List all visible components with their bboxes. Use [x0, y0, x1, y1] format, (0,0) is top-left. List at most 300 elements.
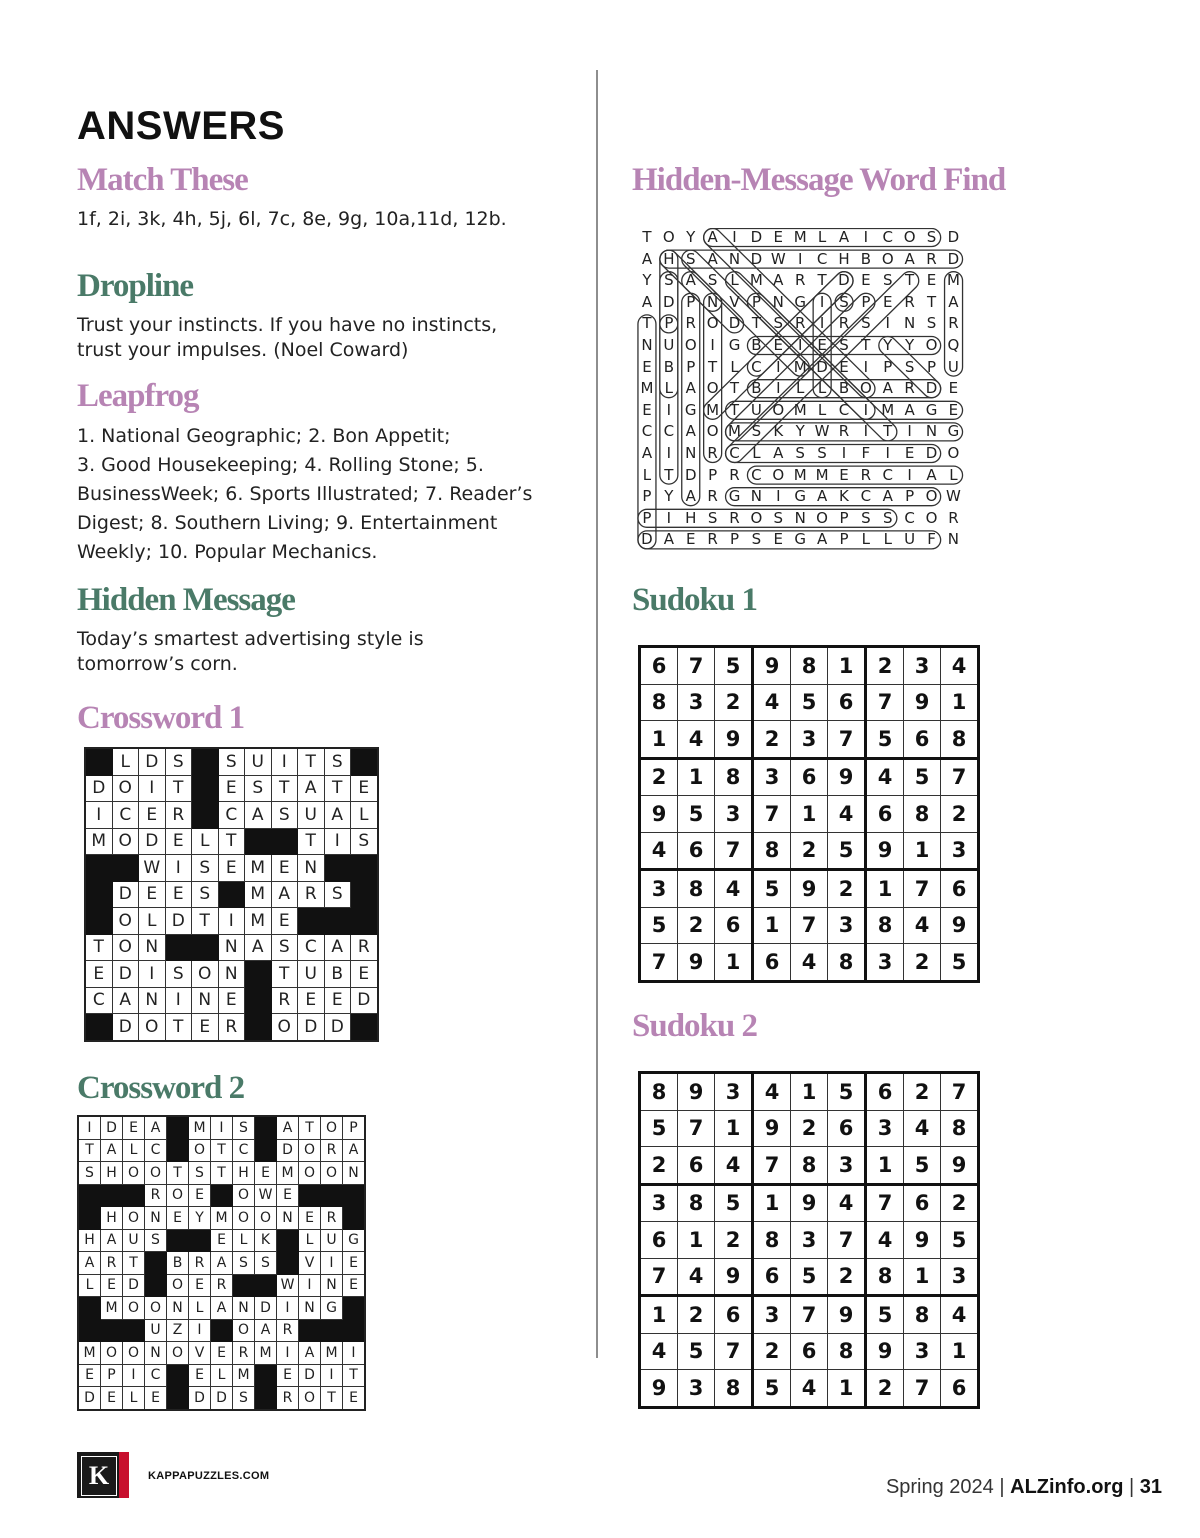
sudoku-cell: 6	[640, 1222, 678, 1259]
sudoku-cell: 5	[866, 721, 904, 759]
word-find-letter: P	[861, 292, 871, 311]
word-find-letter: Y	[642, 271, 652, 290]
word-find-letter: S	[707, 508, 718, 527]
letter-cell: M	[211, 1207, 233, 1230]
sudoku-cell: 8	[866, 1258, 904, 1296]
word-find-title: Hidden-Message Word Find	[632, 162, 1006, 198]
word-find-letter: C	[816, 249, 828, 268]
letter-cell: A	[211, 1297, 233, 1320]
letter-cell: L	[211, 1364, 233, 1387]
letter-cell: C	[233, 1139, 255, 1162]
black-square	[85, 1014, 112, 1041]
letter-cell: I	[189, 1319, 211, 1342]
crossword-row	[85, 934, 378, 961]
sudoku-cell: 6	[678, 1147, 715, 1185]
black-square	[245, 961, 272, 988]
sudoku-cell: 8	[941, 721, 979, 759]
word-find-letter: I	[776, 487, 781, 506]
word-find-letter: T	[729, 379, 740, 398]
sudoku-cell: 2	[866, 1370, 904, 1408]
letter-cell: H	[101, 1162, 123, 1185]
letter-cell: E	[78, 1364, 101, 1387]
word-find-letter: T	[751, 314, 761, 333]
word-find-letter: R	[838, 314, 850, 333]
sudoku-cell: 4	[941, 647, 979, 685]
word-find-letter: O	[706, 314, 719, 333]
word-find-letter: G	[728, 336, 741, 354]
word-find-letter: O	[706, 422, 719, 441]
letter-cell: H	[78, 1229, 101, 1252]
word-find-letter: E	[839, 465, 849, 484]
sudoku-cell: 3	[791, 1222, 828, 1259]
sudoku-cell: 1	[828, 1370, 866, 1408]
letter-cell: U	[298, 802, 325, 829]
word-find-letter: I	[819, 292, 825, 311]
letter-cell: A	[299, 1342, 321, 1365]
word-find-letter: D	[728, 314, 741, 333]
word-find-letter: E	[685, 530, 696, 549]
word-find-letter: L	[817, 379, 827, 398]
word-find-row	[636, 250, 964, 272]
sudoku-row	[640, 796, 979, 833]
letter-cell: L	[299, 1229, 321, 1252]
letter-cell: D	[139, 748, 166, 775]
letter-cell: E	[211, 1229, 233, 1252]
sudoku-cell: 3	[715, 796, 753, 833]
letter-cell: M	[85, 828, 112, 855]
word-find-letter: C	[882, 228, 893, 246]
black-square	[85, 855, 112, 882]
word-find-letter: D	[925, 379, 938, 398]
letter-cell: N	[299, 1297, 321, 1320]
letter-cell: E	[343, 1387, 366, 1410]
black-square	[192, 748, 219, 775]
letter-cell: C	[145, 1139, 167, 1162]
hidden-message-title: Hidden Message	[77, 582, 295, 618]
word-find-letter: A	[773, 271, 784, 290]
sudoku-cell: 5	[640, 907, 678, 944]
letter-cell: R	[321, 1207, 343, 1230]
sudoku-cell: 6	[640, 647, 678, 685]
sudoku-row	[640, 832, 979, 870]
word-find-letter: R	[707, 530, 718, 549]
sudoku-cell: 1	[904, 1258, 941, 1296]
letter-cell: I	[211, 1116, 233, 1139]
black-square	[145, 1252, 167, 1275]
sudoku-cell: 4	[791, 1370, 828, 1408]
word-find-letter: M	[815, 465, 829, 484]
sudoku-cell: 9	[941, 1147, 979, 1185]
letter-cell: E	[218, 855, 245, 882]
letter-cell: E	[123, 1116, 145, 1139]
word-find-letter: A	[773, 444, 784, 462]
sudoku-cell: 5	[753, 870, 791, 908]
word-find-letter: E	[839, 357, 849, 376]
letter-cell: K	[255, 1229, 277, 1252]
letter-cell: E	[271, 855, 298, 882]
letter-cell: L	[351, 802, 378, 829]
word-find-letter: R	[926, 249, 937, 268]
black-square	[233, 1274, 255, 1297]
black-square	[255, 1274, 277, 1297]
black-square	[101, 1319, 123, 1342]
sudoku-cell: 9	[753, 1110, 791, 1147]
crossword-row	[85, 775, 378, 802]
word-find-letter: S	[839, 292, 849, 311]
word-find-letter: R	[685, 314, 696, 333]
word-find-letter: E	[861, 271, 871, 290]
letter-cell: S	[324, 881, 351, 908]
black-square	[299, 1319, 321, 1342]
word-find-letter: A	[685, 271, 696, 290]
word-find-letter: A	[904, 249, 915, 268]
letter-cell: W	[139, 855, 166, 882]
sudoku-cell: 1	[828, 647, 866, 685]
black-square	[167, 1116, 189, 1139]
letter-cell: U	[321, 1229, 343, 1252]
letter-cell: P	[343, 1116, 366, 1139]
letter-cell: E	[101, 1274, 123, 1297]
letter-cell: D	[324, 1014, 351, 1041]
sudoku-cell: 5	[753, 1370, 791, 1408]
black-square	[321, 1319, 343, 1342]
letter-cell: D	[277, 1139, 299, 1162]
black-square	[271, 828, 298, 855]
sudoku-row	[640, 647, 979, 685]
word-find-letter: I	[863, 422, 869, 441]
black-square	[192, 775, 219, 802]
page-number: 31	[1139, 1476, 1162, 1498]
letter-cell: S	[192, 855, 219, 882]
letter-cell: T	[165, 775, 192, 802]
word-find-letter: L	[817, 400, 827, 419]
sudoku-cell: 7	[791, 907, 828, 944]
letter-cell: R	[165, 802, 192, 829]
sudoku-cell: 5	[828, 1073, 866, 1111]
letter-cell: S	[145, 1229, 167, 1252]
word-find-letter: R	[948, 508, 959, 527]
black-square	[192, 934, 219, 961]
word-find-letter: N	[685, 444, 697, 462]
letter-cell: S	[218, 748, 245, 775]
letter-cell: D	[112, 961, 139, 988]
crossword-row	[85, 987, 378, 1014]
letter-cell: A	[211, 1252, 233, 1275]
letter-cell: N	[233, 1297, 255, 1320]
word-find-letter: G	[794, 487, 806, 506]
sudoku-cell: 3	[753, 758, 791, 796]
word-find-letter: S	[751, 422, 762, 441]
letter-cell: N	[192, 987, 219, 1014]
footer-site: KAPPAPUZZLES.COM	[148, 1470, 270, 1482]
letter-cell: C	[85, 987, 112, 1014]
black-square	[255, 1116, 277, 1139]
letter-cell: G	[343, 1229, 366, 1252]
word-find-letter: I	[907, 422, 912, 441]
word-find-letter: I	[666, 508, 672, 527]
word-find-letter: P	[839, 508, 849, 527]
black-square	[351, 748, 378, 775]
word-find-letter: T	[883, 422, 893, 441]
letter-cell: I	[271, 748, 298, 775]
word-find-letter: M	[946, 271, 960, 290]
sudoku-2-grid	[638, 1071, 980, 1409]
letter-cell: T	[298, 748, 325, 775]
word-find-letter: P	[905, 487, 915, 506]
word-find-letter: P	[642, 508, 652, 527]
sudoku-cell: 8	[678, 1184, 715, 1222]
letter-cell: E	[189, 1184, 211, 1207]
word-find-letter: I	[776, 379, 781, 398]
letter-cell: P	[101, 1364, 123, 1387]
black-square	[192, 802, 219, 829]
word-find-letter: M	[749, 271, 763, 290]
sudoku-cell: 6	[904, 1184, 941, 1222]
sudoku-cell: 8	[753, 832, 791, 870]
sudoku-cell: 5	[791, 684, 828, 721]
sudoku-cell: 4	[828, 796, 866, 833]
sudoku-cell: 7	[941, 758, 979, 796]
word-find-letter: T	[642, 314, 652, 333]
word-find-letter: S	[839, 336, 849, 354]
word-find-letter: P	[839, 530, 849, 549]
word-find-letter: S	[817, 444, 827, 462]
black-square	[351, 1014, 378, 1041]
sudoku-row	[640, 1222, 979, 1259]
black-square	[351, 908, 378, 935]
letter-cell: A	[271, 881, 298, 908]
black-square	[277, 1252, 299, 1275]
letter-cell: L	[78, 1274, 101, 1297]
sudoku-cell: 7	[640, 1258, 678, 1296]
letter-cell: T	[192, 908, 219, 935]
word-find-letter: G	[947, 422, 960, 441]
word-find-letter: A	[904, 400, 915, 419]
word-find-letter: R	[729, 465, 740, 484]
word-find-letter: R	[794, 314, 806, 333]
sudoku-cell: 7	[715, 1333, 753, 1370]
word-find-letter: A	[641, 249, 653, 268]
letter-cell: M	[245, 908, 272, 935]
letter-cell: O	[192, 961, 219, 988]
letter-cell: S	[233, 1116, 255, 1139]
sudoku-cell: 5	[866, 1296, 904, 1334]
sudoku-cell: 9	[866, 1333, 904, 1370]
letter-cell: S	[271, 802, 298, 829]
sudoku-cell: 3	[866, 944, 904, 982]
crossword-row	[78, 1319, 365, 1342]
sudoku-cell: 6	[828, 684, 866, 721]
word-find-letter: O	[750, 508, 763, 527]
letter-cell: I	[78, 1116, 101, 1139]
word-find-letter: E	[773, 530, 784, 549]
word-find-letter: I	[863, 400, 869, 419]
sudoku-cell: 1	[866, 870, 904, 908]
letter-cell: N	[298, 855, 325, 882]
letter-cell: T	[123, 1252, 145, 1275]
letter-cell: O	[123, 1297, 145, 1320]
sudoku-cell: 7	[904, 870, 941, 908]
black-square	[324, 855, 351, 882]
sudoku-cell: 4	[828, 1184, 866, 1222]
sudoku-cell: 6	[753, 944, 791, 982]
letter-cell: I	[321, 1364, 343, 1387]
word-find-grid	[636, 228, 966, 553]
sudoku-row	[640, 1296, 979, 1334]
word-find-letter: T	[708, 357, 718, 376]
black-square	[165, 934, 192, 961]
letter-cell: S	[233, 1387, 255, 1410]
letter-cell: T	[321, 1387, 343, 1410]
letter-cell: L	[123, 1387, 145, 1410]
word-find-letter: B	[838, 379, 850, 398]
black-square	[343, 1297, 366, 1320]
sudoku-cell: 8	[753, 1222, 791, 1259]
sudoku-cell: 1	[791, 796, 828, 833]
crossword-row	[78, 1162, 365, 1185]
word-find-letter: I	[776, 357, 781, 376]
letter-cell: I	[165, 855, 192, 882]
sudoku-cell: 3	[678, 684, 715, 721]
sudoku-cell: 5	[678, 796, 715, 833]
sudoku-row	[640, 907, 979, 944]
letter-cell: B	[167, 1252, 189, 1275]
word-find-letter: A	[707, 249, 718, 268]
word-find-letter: O	[684, 336, 697, 354]
sudoku-cell: 5	[904, 1147, 941, 1185]
sudoku-cell: 2	[715, 684, 753, 721]
sudoku-cell: 2	[791, 1110, 828, 1147]
letter-cell: O	[189, 1139, 211, 1162]
word-find-letter: E	[642, 357, 652, 376]
sudoku-cell: 4	[715, 1147, 753, 1185]
letter-cell: N	[145, 1342, 167, 1365]
sudoku-cell: 8	[640, 684, 678, 721]
word-find-row	[636, 509, 964, 531]
word-find-letter: R	[838, 422, 850, 441]
letter-cell: C	[145, 1364, 167, 1387]
word-find-letter: C	[641, 422, 653, 441]
word-find-letter: I	[819, 314, 825, 333]
word-find-letter: G	[728, 487, 741, 506]
sudoku-cell: 7	[941, 1073, 979, 1111]
black-square	[145, 1274, 167, 1297]
letter-cell: O	[167, 1342, 189, 1365]
word-find-letter: I	[732, 228, 737, 246]
sudoku-cell: 1	[866, 1147, 904, 1185]
crossword-row	[78, 1116, 365, 1139]
sudoku-cell: 5	[941, 944, 979, 982]
letter-cell: R	[277, 1387, 299, 1410]
sudoku-cell: 5	[904, 758, 941, 796]
letter-cell: M	[101, 1297, 123, 1320]
sudoku-cell: 1	[904, 832, 941, 870]
letter-cell: O	[101, 1342, 123, 1365]
letter-cell: I	[139, 775, 166, 802]
letter-cell: A	[101, 1139, 123, 1162]
sudoku-cell: 4	[866, 1222, 904, 1259]
letter-cell: E	[299, 1207, 321, 1230]
sudoku-cell: 6	[904, 721, 941, 759]
letter-cell: U	[123, 1229, 145, 1252]
word-find-letter: Y	[686, 228, 696, 246]
letter-cell: I	[277, 1297, 299, 1320]
word-find-letter: A	[926, 465, 937, 484]
crossword-row	[85, 828, 378, 855]
letter-cell: N	[139, 987, 166, 1014]
word-find-letter: D	[750, 228, 763, 246]
folio-season: Spring 2024	[885, 1476, 994, 1498]
sudoku-cell: 3	[828, 907, 866, 944]
letter-cell: T	[85, 934, 112, 961]
word-find-letter: N	[925, 422, 938, 441]
word-find-letter: H	[685, 508, 697, 527]
kappa-logo-letter: K	[81, 1456, 117, 1496]
crossword-1-title: Crossword 1	[77, 700, 245, 736]
sudoku-cell: 7	[678, 1110, 715, 1147]
letter-cell: I	[277, 1342, 299, 1365]
word-find-row	[636, 530, 964, 552]
word-find-row	[636, 444, 964, 466]
word-find-letter: D	[947, 249, 960, 268]
word-find-letter: R	[794, 271, 806, 290]
letter-cell: V	[189, 1342, 211, 1365]
letter-cell: M	[255, 1342, 277, 1365]
sudoku-row	[640, 684, 979, 721]
word-find-letter: E	[817, 336, 827, 354]
letter-cell: G	[321, 1297, 343, 1320]
sudoku-cell: 7	[753, 1147, 791, 1185]
sudoku-row	[640, 1073, 979, 1111]
letter-cell: M	[78, 1342, 101, 1365]
word-find-letter: L	[949, 465, 958, 484]
black-square	[277, 1229, 299, 1252]
sudoku-cell: 2	[941, 796, 979, 833]
sudoku-row	[640, 944, 979, 982]
letter-cell: D	[255, 1297, 277, 1320]
word-find-letter: M	[640, 379, 654, 398]
word-find-letter: C	[860, 487, 872, 506]
letter-cell: O	[123, 1342, 145, 1365]
word-find-letter: F	[861, 444, 871, 462]
sudoku-cell: 4	[678, 721, 715, 759]
letter-cell: N	[321, 1274, 343, 1297]
sudoku-2-title: Sudoku 2	[632, 1008, 758, 1044]
black-square	[351, 881, 378, 908]
sudoku-cell: 3	[941, 832, 979, 870]
word-find-letter: S	[904, 357, 915, 376]
letter-cell: T	[165, 1014, 192, 1041]
word-find-letter: S	[773, 314, 784, 333]
sudoku-cell: 7	[904, 1370, 941, 1408]
word-find-letter: A	[685, 422, 696, 441]
word-find-letter: Q	[947, 336, 960, 354]
letter-cell: L	[192, 828, 219, 855]
letter-cell: A	[277, 1116, 299, 1139]
letter-cell: A	[245, 802, 272, 829]
hidden-message-answer: Today’s smartest advertising style is tomorrow’s corn.	[77, 628, 424, 675]
sudoku-cell: 4	[904, 1110, 941, 1147]
black-square	[245, 1014, 272, 1041]
word-find-letter: I	[797, 336, 803, 354]
letter-cell: A	[324, 934, 351, 961]
sudoku-cell: 3	[904, 1333, 941, 1370]
word-find-letter: R	[729, 508, 740, 527]
letter-cell: A	[78, 1252, 101, 1275]
letter-cell: D	[101, 1116, 123, 1139]
word-find-letter: P	[686, 292, 696, 311]
letter-cell: D	[85, 775, 112, 802]
